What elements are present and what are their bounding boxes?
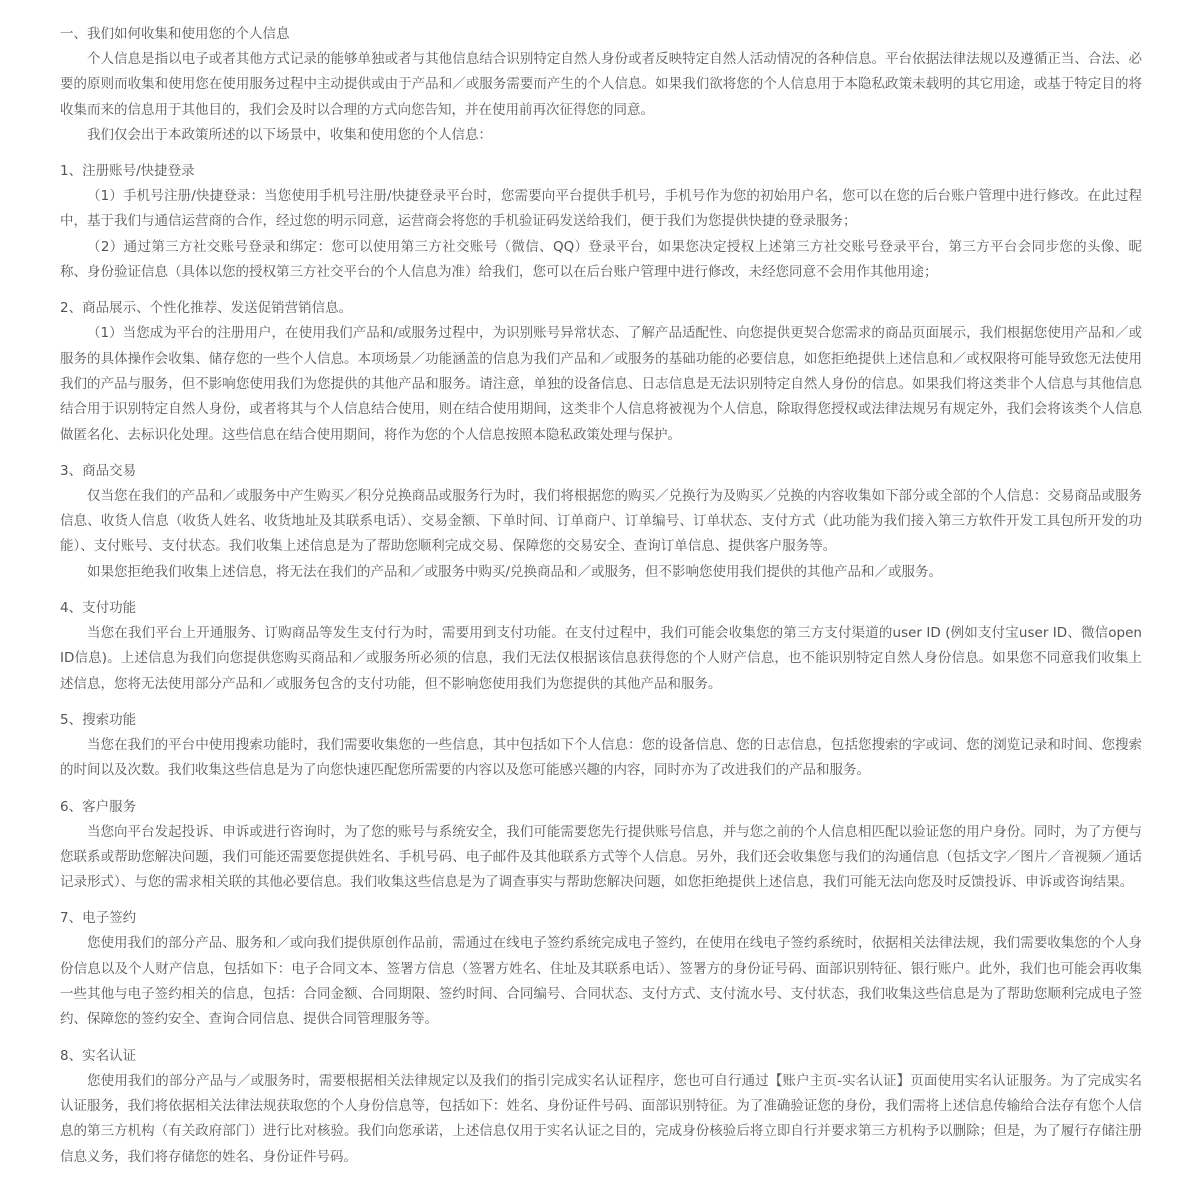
section-heading: 1、注册账号/快捷登录 [60, 163, 195, 180]
section-paragraph: （1）手机号注册/快捷登录：当您使用手机号注册/快捷登录平台时，您需要向平台提供手机号，手机号作为您的初始用户名，您可以在您的后台账户管理中进行修改。在此过程中，基于我们与通信运营商的合作，经过您的明示同意，运营商会将您的手机验证码发送给我们，便于我们为您提供快捷的登录服务； [60, 188, 1142, 230]
section-paragraph: （2）通过第三方社交账号登录和绑定：您可以使用第三方社交账号（微信、QQ）登录平台，如果您决定授权上述第三方社交账号登录平台，第三方平台会同步您的头像、昵称、身份验证信息（具体以您的授权第三方社交平台的个人信息为准）给我们，您可以在后台账户管理中进行修改，未经您同意不会用作其他用途； [60, 238, 1142, 281]
privacy-policy-document [60, 22, 1142, 1170]
section-trade [60, 459, 1142, 585]
section-product-display [60, 296, 1142, 447]
section-paragraph: 您使用我们的部分产品、服务和／或向我们提供原创作品前，需通过在线电子签约系统完成电子签约，在使用在线电子签约系统时，依据相关法律法规，我们需要收集您的个人身份信息以及个人财产信息，包括如下：电子合同文本、签署方信息（签署方姓名、住址及其联系电话）、签署方的身份证号码、面部识别特征、银行账户。此外，我们也可能会再收集一些其他与电子签约相关的信息，包括：合同金额、合同期限、签约时间、合同编号、合同状态、支付方式、支付流水号、支付状态，我们收集这些信息是为了帮助您顺利完成电子签约、保障您的签约安全、查询合同信息、提供合同管理服务等。 [60, 935, 1142, 1028]
intro-paragraph-2: 我们仅会出于本政策所述的以下场景中，收集和使用您的个人信息： [87, 126, 492, 143]
section-heading: 7、电子签约 [60, 910, 137, 927]
section-registration [60, 159, 1142, 285]
intro-paragraph-1: 个人信息是指以电子或者其他方式记录的能够单独或者与其他信息结合识别特定自然人身份或者反映特定自然人活动情况的各种信息。平台依据法律法规以及遵循正当、合法、必要的原则而收集和使用您在使用服务过程中主动提供或由于产品和／或服务需要而产生的个人信息。如果我们欲将您的个人信息用于本隐私政策未载明的其它用途，或基于特定目的将收集而来的信息用于其他目的，我们会及时以合理的方式向您告知，并在使用前再次征得您的同意。 [60, 51, 1142, 118]
section-heading: 2、商品展示、个性化推荐、发送促销营销信息。 [60, 300, 353, 317]
section-e-signature [60, 906, 1142, 1032]
section-paragraph: 当您在我们平台上开通服务、订购商品等发生支付行为时，需要用到支付功能。在支付过程中，我们可能会收集您的第三方支付渠道的user ID (例如支付宝user ID、微信open ID信息)。上述信息为我们向您提供您购买商品和／或服务所必须的信息，我们无法仅根据该信息获得您的个人财产信息，也不能识别特定自然人身份信息。如果您不同意我们收集上述信息，您将无法使用部分产品和／或服务包含的支付功能，但不影响您使用我们为您提供的其他产品和服务。 [60, 625, 1142, 692]
section-paragraph: （1）当您成为平台的注册用户，在使用我们产品和/或服务过程中，为识别账号异常状态、了解产品适配性、向您提供更契合您需求的商品页面展示，我们根据您使用产品和／或服务的具体操作会收集、储存您的一些个人信息。本项场景／功能涵盖的信息为我们产品和／或服务的基础功能的必要信息，如您拒绝提供上述信息和／或权限将可能导致您无法使用我们的产品与服务，但不影响您使用我们为您提供的其他产品和服务。请注意，单独的设备信息、日志信息是无法识别特定自然人身份的信息。如果我们将这类非个人信息与其他信息结合用于识别特定自然人身份，或者将其与个人信息结合使用，则在结合使用期间，这类非个人信息将被视为个人信息，除取得您授权或法律法规另有规定外，我们会将该类个人信息做匿名化、去标识化处理。这些信息在结合使用期间，将作为您的个人信息按照本隐私政策处理与保护。 [60, 325, 1142, 443]
section-paragraph: 仅当您在我们的产品和／或服务中产生购买／积分兑换商品或服务行为时，我们将根据您的购买／兑换行为及购买／兑换的内容收集如下部分或全部的个人信息：交易商品或服务信息、收货人信息（收货人姓名、收货地址及其联系电话）、交易金额、下单时间、订单商户、订单编号、订单状态、支付方式（此功能为我们接入第三方软件开发工具包所开发的功能）、支付账号、支付状态。我们收集上述信息是为了帮助您顺利完成交易、保障您的交易安全、查询订单信息、提供客户服务等。 [60, 487, 1142, 555]
section-heading: 3、商品交易 [60, 462, 137, 479]
section-title: 一、我们如何收集和使用您的个人信息 [60, 26, 290, 42]
section-search [60, 708, 1142, 784]
section-heading: 4、支付功能 [60, 600, 137, 617]
section-paragraph: 当您向平台发起投诉、申诉或进行咨询时，为了您的账号与系统安全，我们可能需要您先行提供账号信息，并与您之前的个人信息相匹配以验证您的用户身份。同时，为了方便与您联系或帮助您解决问题，我们可能还需要您提供姓名、手机号码、电子邮件及其他联系方式等个人信息。另外，我们还会收集您与我们的沟通信息（包括文字／图片／音视频／通话记录形式）、与您的需求相关联的其他必要信息。我们收集这些信息是为了调查事实与帮助您解决问题，如您拒绝提供上述信息，我们可能无法向您及时反馈投诉、申诉或咨询结果。 [60, 823, 1142, 891]
section-payment [60, 596, 1142, 697]
section-paragraph: 当您在我们的平台中使用搜索功能时，我们需要收集您的一些信息，其中包括如下个人信息：您的设备信息、您的日志信息，包括您搜索的字或词、您的浏览记录和时间、您搜索的时间以及次数。我们收集这些信息是为了向您快速匹配您所需要的内容以及您可能感兴趣的内容，同时亦为了改进我们的产品和服务。 [60, 736, 1142, 779]
section-customer-service [60, 795, 1142, 896]
section-heading: 5、搜索功能 [60, 711, 137, 728]
intro-block [60, 47, 1142, 148]
section-real-name-auth [60, 1044, 1142, 1170]
section-paragraph: 如果您拒绝我们收集上述信息，将无法在我们的产品和／或服务中购买/兑换商品和／或服务，但不影响您使用我们提供的其他产品和／或服务。 [87, 563, 943, 580]
section-paragraph: 您使用我们的部分产品与／或服务时，需要根据相关法律规定以及我们的指引完成实名认证程序，您也可自行通过【账户主页-实名认证】页面使用实名认证服务。为了完成实名认证服务，我们将依据相关法律法规获取您的个人身份信息等，包括如下：姓名、身份证件号码、面部识别特征。为了准确验证您的身份，我们需将上述信息传输给合法存有您个人信息的第三方机构（有关政府部门）进行比对核验。我们向您承诺，上述信息仅用于实名认证之目的，完成身份核验后将立即自行并要求第三方机构予以删除；但是，为了履行存储注册信息义务，我们将存储您的姓名、身份证件号码。 [60, 1072, 1142, 1165]
section-heading: 8、实名认证 [60, 1047, 137, 1064]
section-heading: 6、客户服务 [60, 798, 137, 815]
